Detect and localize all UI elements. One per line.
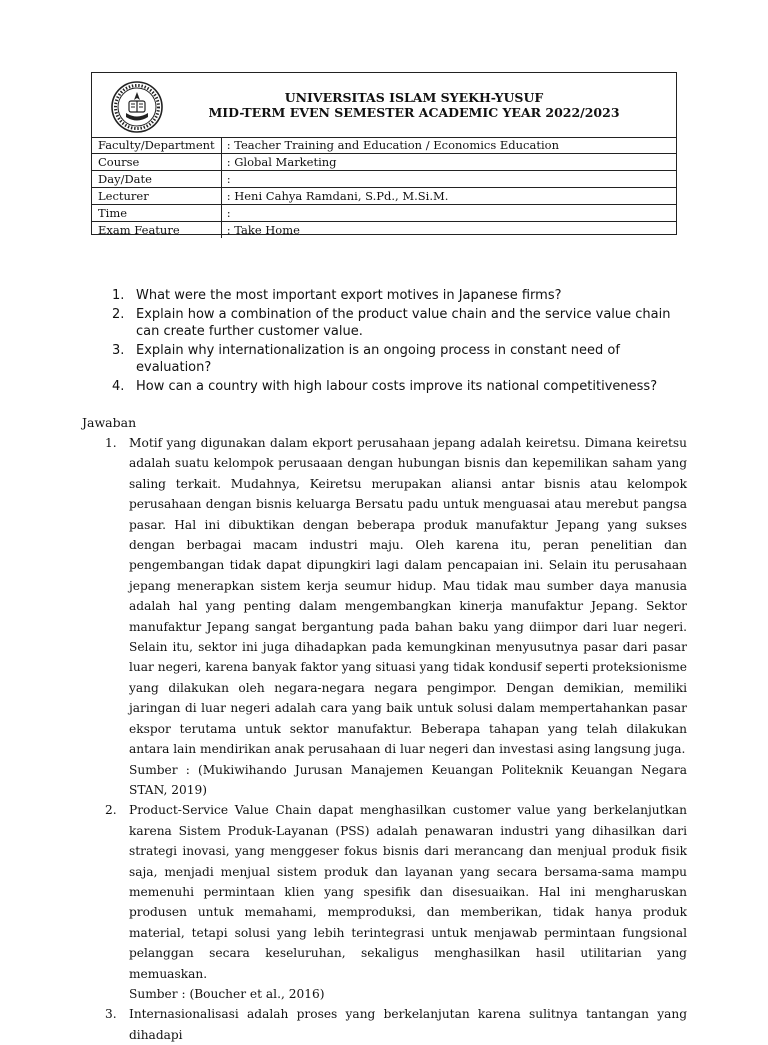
answer-number: 1. [105, 436, 117, 450]
info-value: : [221, 205, 676, 222]
answer-text: Motif yang digunakan dalam ekport perusahaan jepang adalah keiretsu. Dimana keiretsu adalah suatu kelompok perusaaan dengan hubungan bisnis dan kepemilikan saham yang saling terkait. Mudahnya, Keiretsu merupakan aliansi antar bisnis atau kelompok perusahaan dengan bisnis keluarga Bersatu padu untuk menguasai atau merebut pangsa pasar. Hal ini dibuktikan dengan beberapa produk manufaktur Jepang yang sukses dengan berbagai macam industri maju. Oleh karena itu, peran penelitian dan pengembangan tidak dapat dipungkiri lagi dalam pencapaian ini. Selain itu perusahaan jepang menerapkan sistem kerja seumur hidup. Mau tidak mau sumber daya manusia adalah hal yang penting dalam mengembangkan kinerja manufaktur Jepang. Sektor manufaktur Jepang sangat bergantung pada bahan baku yang diimpor dari luar negeri. Selain itu, sektor ini juga dihadapkan pada kemungkinan menyusutnya pasar dari pasar luar negeri, karena banyak faktor yang situasi yang tidak kondusif seperti proteksionisme yang dilakukan oleh negara-negara negara pengimpor. Dengan demikian, memiliki jaringan di luar negeri adalah cara yang baik untuk solusi dalam mempertahankan pasar ekspor terutama untuk sektor manufaktur. Beberapa tahapan yang telah dilakukan antara lain mendirikan anak perusahaan di luar negeri dan investasi asing langsung juga. [129, 436, 687, 757]
question-item [108, 306, 683, 340]
info-value: : Heni Cahya Ramdani, S.Pd., M.Si.M. [221, 188, 676, 205]
question-number: 1. [112, 288, 125, 303]
info-row-exam-feature [92, 222, 676, 239]
header-titles [152, 90, 676, 120]
info-row-course [92, 154, 676, 171]
answer-item [105, 433, 687, 800]
question-number: 2. [112, 307, 125, 322]
info-value: : Teacher Training and Education / Economics Education [221, 137, 676, 154]
answer-text: Product-Service Value Chain dapat menghasilkan customer value yang berkelanjutkan karena Sistem Produk-Layanan (PSS) adalah penawaran industri yang dihasilkan dari strategi inovasi, yang menggeser fokus bisnis dari merancang dan menjual produk fisik saja, menjadi menjual sistem produk dan layanan yang secara bersama-sama mampu memenuhi permintaan klien yang spesifik dan disesuaikan. Hal ini mengharuskan produsen untuk memahami, memproduksi, dan memberikan, tidak hanya produk material, tetapi solusi yang lebih terintegrasi untuk menjawab permintaan fungsional pelanggan secara keseluruhan, sekaligus menghasilkan hasil utilitarian yang memuaskan. [129, 803, 687, 981]
question-list [108, 287, 683, 397]
university-name: UNIVERSITAS ISLAM SYEKH-YUSUF [284, 90, 544, 105]
answer-source: Sumber : (Mukiwihando Jurusan Manajemen Keuangan Politeknik Keuangan Negara STAN, 2019) [129, 762, 687, 797]
question-item [108, 287, 683, 304]
info-row-time [92, 205, 676, 222]
question-text: Explain why internationalization is an ongoing process in constant need of evaluation? [136, 343, 620, 375]
answer-item [105, 1004, 687, 1045]
question-number: 4. [112, 379, 125, 394]
info-value: : Global Marketing [221, 154, 676, 171]
question-text: How can a country with high labour costs improve its national competitiveness? [136, 379, 658, 394]
info-row-date [92, 171, 676, 188]
answer-number: 2. [105, 803, 117, 818]
info-value: : Take Home [226, 222, 300, 237]
info-label: Day/Date [92, 171, 221, 188]
answer-list [105, 433, 687, 1045]
info-label: Lecturer [92, 188, 221, 205]
title-row [92, 73, 676, 138]
question-item [108, 378, 683, 395]
question-text: What were the most important export motives in Japanese firms? [136, 288, 562, 303]
exam-header-box [91, 72, 677, 235]
exam-info-table [92, 137, 676, 238]
info-row-faculty [92, 137, 676, 154]
answer-source: Sumber : (Boucher et al., 2016) [129, 986, 325, 1001]
info-label: Faculty/Department [92, 137, 221, 154]
info-label: Time [92, 205, 221, 222]
answer-text: Internasionalisasi adalah proses yang berkelanjutan karena sulitnya tantangan yang dihadapi [129, 1007, 687, 1042]
question-item [108, 342, 683, 376]
info-row-lecturer [92, 188, 676, 205]
question-text: Explain how a combination of the product value chain and the service value chain can create further customer value. [136, 307, 671, 339]
answer-item [105, 800, 687, 1004]
answer-number: 3. [105, 1007, 117, 1022]
info-label: Exam Feature [92, 222, 221, 239]
info-value: : [221, 171, 676, 188]
question-number: 3. [112, 343, 125, 358]
exam-title: MID-TERM EVEN SEMESTER ACADEMIC YEAR 2022/2023 [208, 105, 620, 120]
info-label: Course [92, 154, 221, 171]
answers-heading: Jawaban [82, 415, 137, 430]
